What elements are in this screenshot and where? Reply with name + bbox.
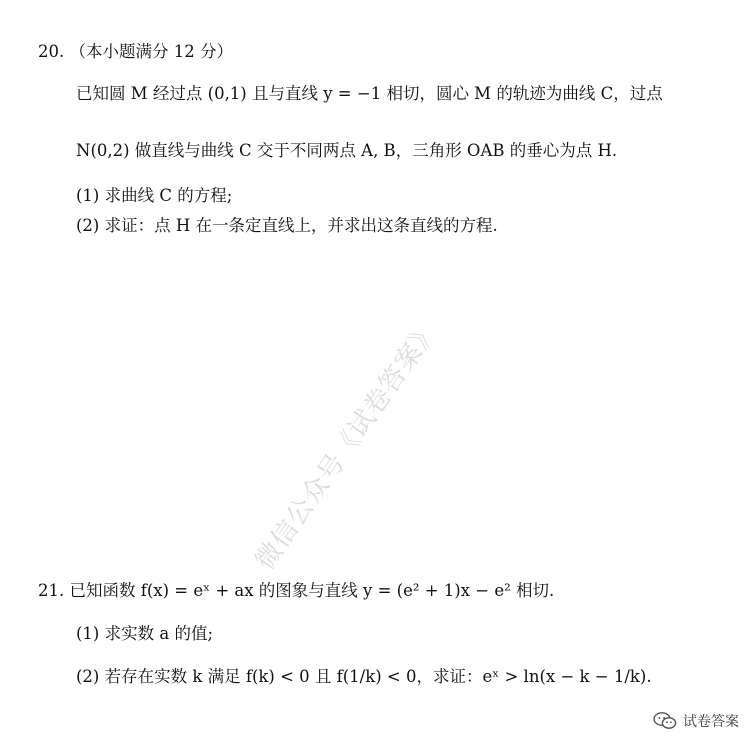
problem20-stem-line1: 已知圆 M 经过点 (0,1) 且与直线 y = −1 相切，圆心 M 的轨迹为曲线 C，过点 <box>76 84 663 103</box>
problem20-part1: (1) 求曲线 C 的方程; <box>76 186 233 205</box>
footer-label: 试卷答案 <box>683 714 739 730</box>
problem21-header: 21. 已知函数 f(x) = eˣ + ax 的图象与直线 y = (e² + 1)x − e² 相切. <box>38 581 555 600</box>
problem20-header: 20. （本小题满分 12 分） <box>38 42 233 61</box>
watermark: 微信公众号《试卷答案》 <box>249 315 445 576</box>
problem21-part2: (2) 若存在实数 k 满足 f(k) < 0 且 f(1/k) < 0，求证：eˣ > ln(x − k − 1/k). <box>76 667 652 686</box>
footer-brand <box>653 711 739 731</box>
problem20-stem-line2: N(0,2) 做直线与曲线 C 交于不同两点 A, B，三角形 OAB 的垂心为点 H. <box>76 141 618 160</box>
problem20-part2: (2) 求证：点 H 在一条定直线上，并求出这条直线的方程. <box>76 216 498 235</box>
problem21-part1: (1) 求实数 a 的值; <box>76 624 214 643</box>
wechat-icon <box>653 712 677 730</box>
